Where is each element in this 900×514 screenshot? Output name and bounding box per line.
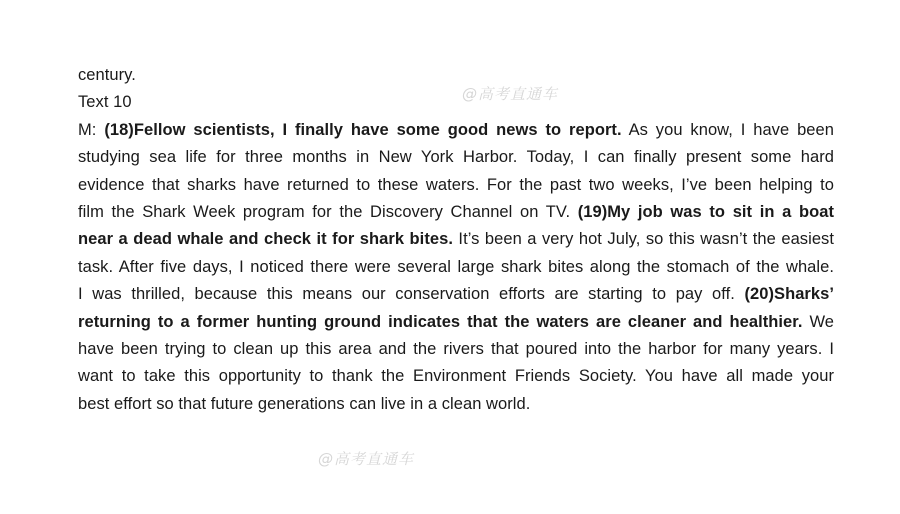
bold-text-segment: (18)Fellow scientists, I finally have some good news to report. [104, 120, 622, 139]
text-line [78, 199, 834, 226]
text-segment: best effort so that future generations can live in a clean world. [78, 394, 531, 413]
text-line [78, 254, 834, 281]
text-segment: film the Shark Week program for the Discovery Channel on TV. [78, 203, 578, 222]
text-line [78, 281, 834, 308]
text-segment: As you know, I have been [621, 120, 834, 139]
text-line [78, 391, 834, 418]
text-segment: We [802, 312, 835, 331]
text-line [78, 172, 834, 199]
text-segment: studying sea life for three months in New York Harbor. Today, I can finally present some hard [78, 148, 834, 167]
text-segment: evidence that sharks have returned to these waters. For the past two weeks, I’ve been helping to [78, 175, 834, 194]
text-line [78, 309, 834, 336]
text-segment: century. [78, 66, 136, 84]
bold-text-segment: (19)My job was to sit in a boat [577, 203, 834, 222]
watermark-text: @高考直通车 [318, 450, 415, 468]
text-segment: task. After five days, I noticed there were several large shark bites along the stomach of the whale. [78, 257, 834, 276]
text-line [78, 336, 834, 363]
bold-text-segment: near a dead whale and check it for shark bites. [78, 230, 453, 249]
text-line [78, 226, 834, 253]
text-line [78, 62, 834, 89]
bold-text-segment: (20)Sharks’ [744, 285, 834, 304]
text-line [78, 89, 834, 116]
text-line [78, 363, 834, 390]
text-segment: have been trying to clean up this area and the rivers that poured into the harbor for many years. I [78, 340, 834, 359]
text-line [78, 144, 834, 171]
text-segment: Text 10 [78, 93, 132, 112]
text-segment: M: [78, 120, 105, 139]
text-line [78, 117, 834, 144]
bold-text-segment: returning to a former hunting ground indicates that the waters are cleaner and healthier. [78, 312, 803, 331]
text-segment: I was thrilled, because this means our conservation efforts are starting to pay off. [78, 285, 745, 304]
watermark-text: @高考直通车 [462, 85, 559, 103]
text-segment: want to take this opportunity to thank the Environment Friends Society. You have all made your [78, 367, 834, 386]
text-segment: It’s been a very hot July, so this wasn’t the easiest [452, 230, 834, 249]
text-body [78, 62, 834, 418]
